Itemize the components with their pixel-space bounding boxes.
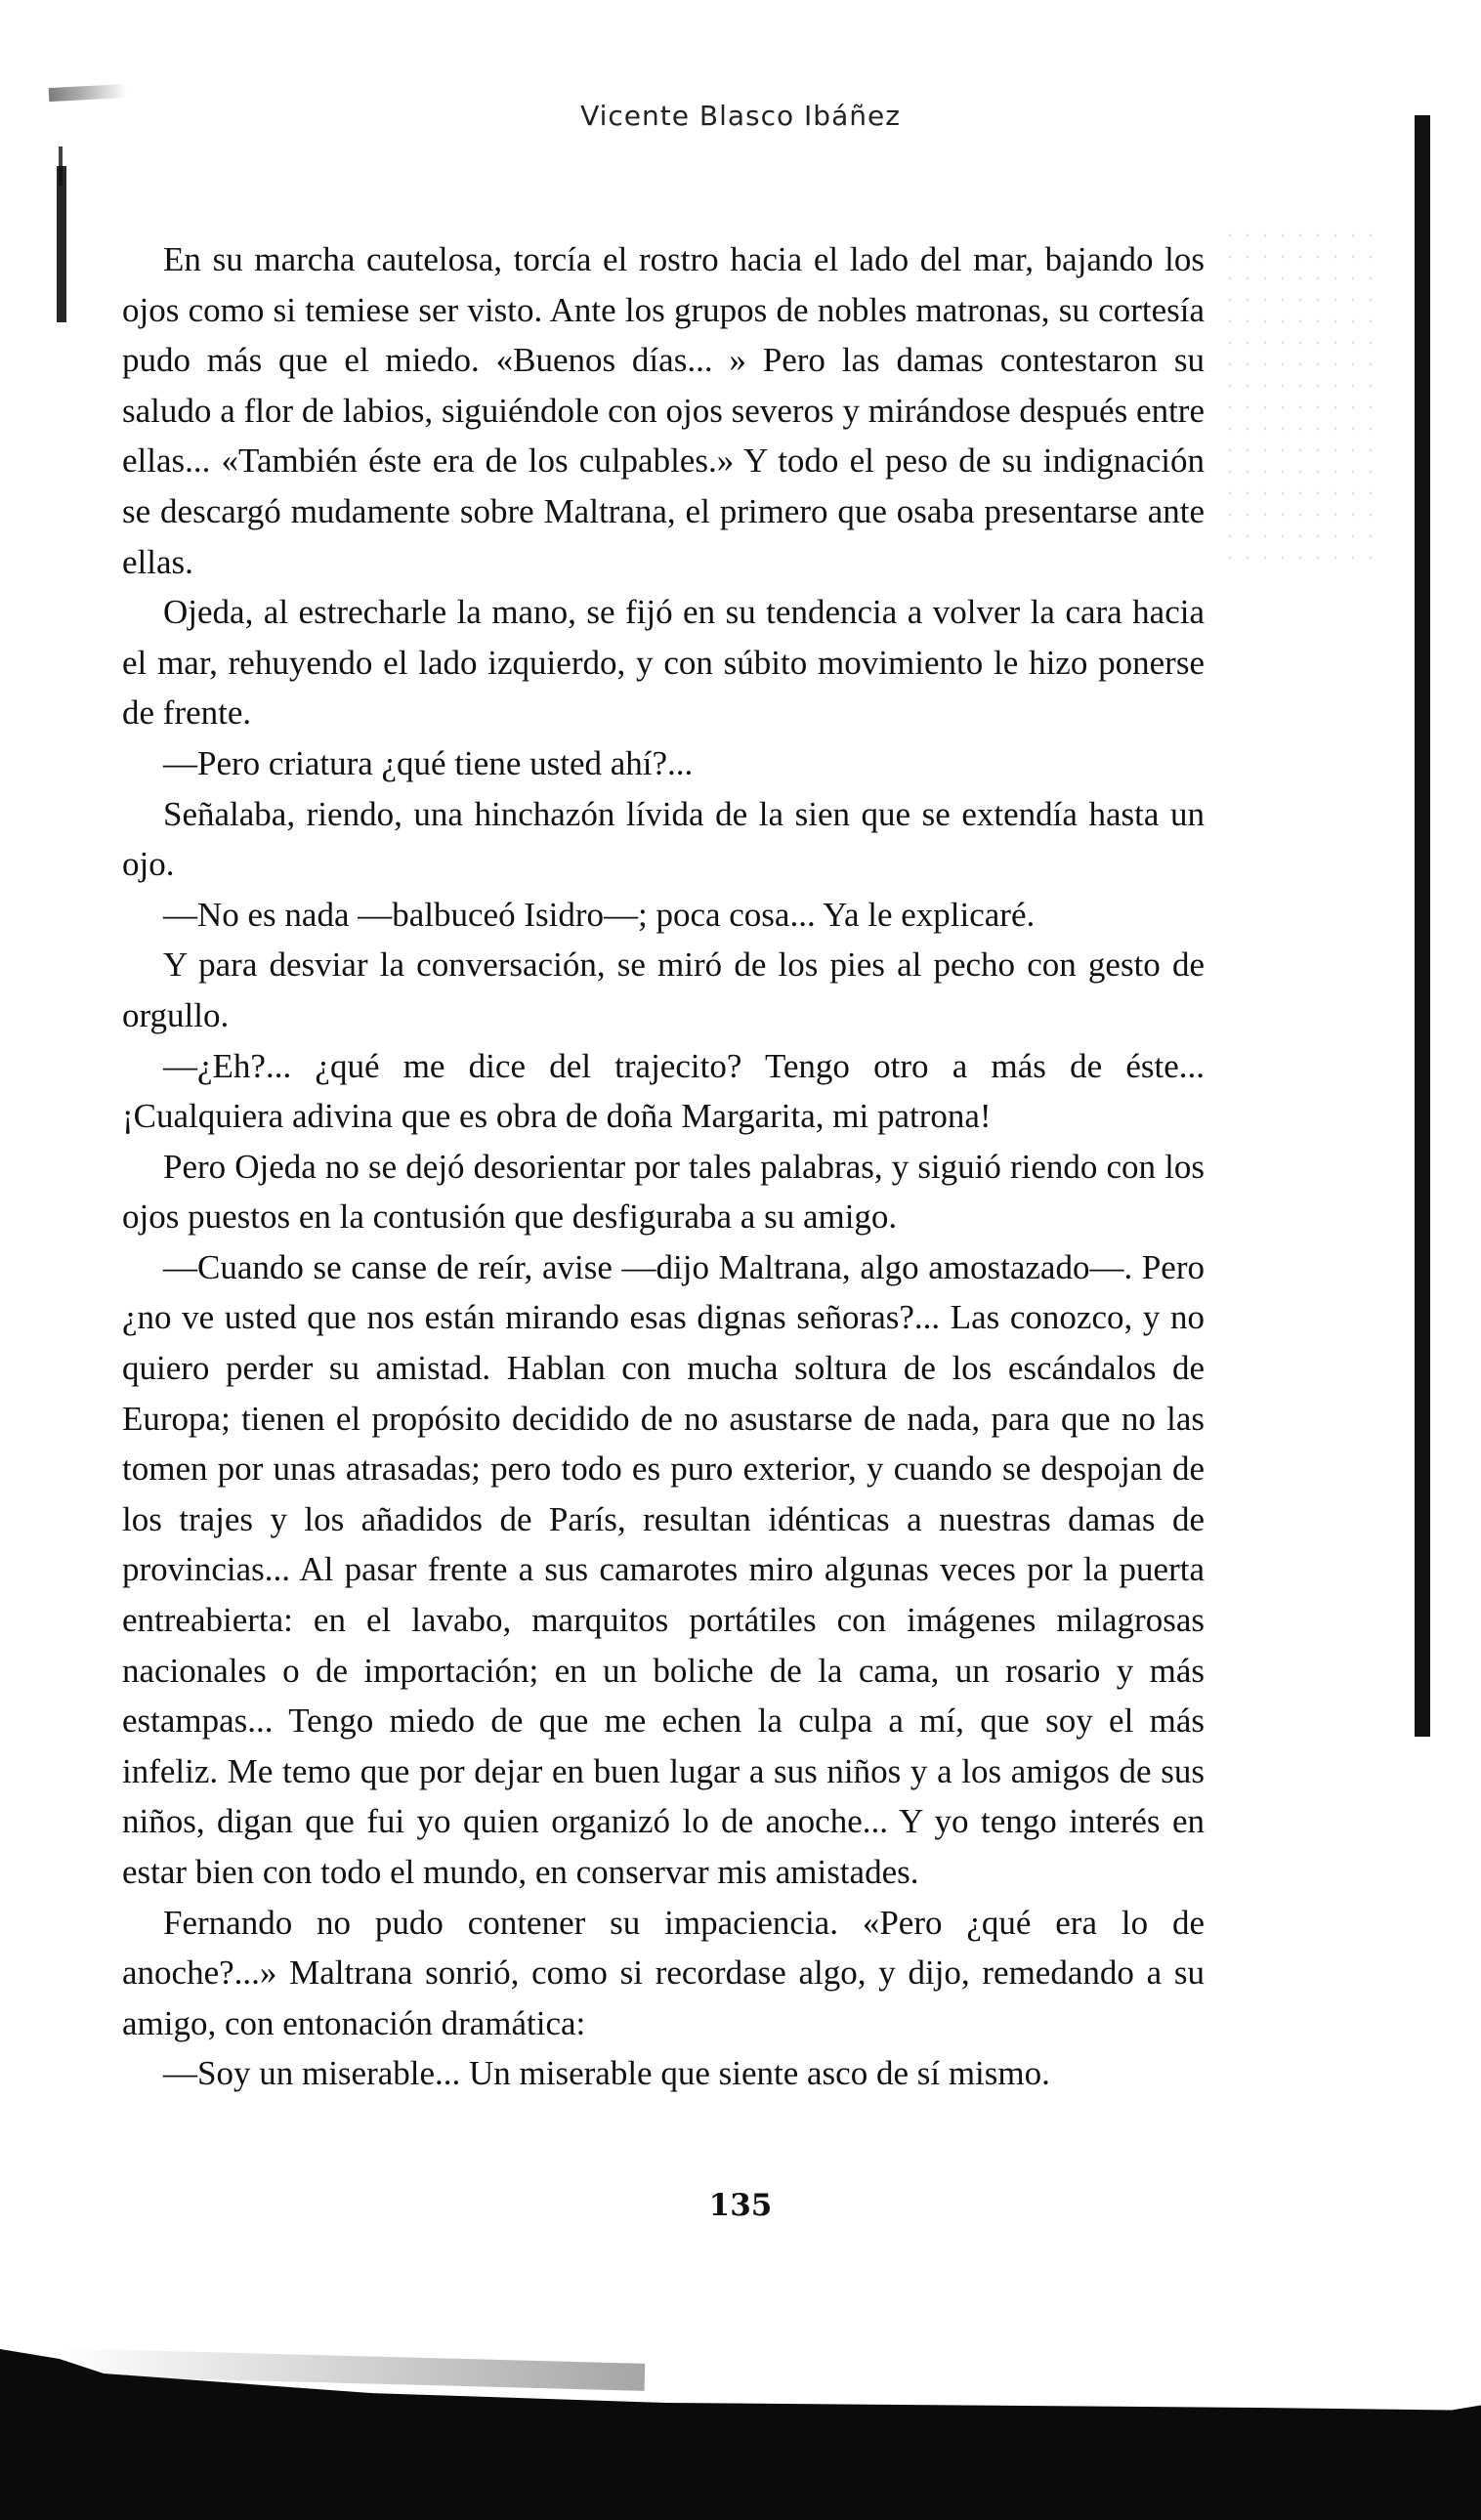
scan-artifact-left-edge: [57, 166, 66, 322]
scan-artifact-right-edge: [1415, 115, 1430, 1737]
dialogue-line: —¿Eh?... ¿qué me dice del trajecito? Tengo otro a más de éste... ¡Cualquiera adivina que es obra de doña Margarita, mi patrona!: [122, 1046, 1205, 1136]
dialogue-line: —Soy un miserable... Un miserable que siente asco de sí mismo.: [163, 2054, 1050, 2093]
paragraph: En su marcha cautelosa, torcía el rostro hacia el lado del mar, bajando los ojos como si temiese ser visto. Ante los grupos de nobles matronas, su cortesía pudo más que el miedo. «Buenos días... » Pero las damas contestaron su saludo a flor de labios, siguiéndole con ojos severos y mirándose después entre ellas... «También éste era de los culpables.» Y todo el peso de su indignación se descargó mudamente sobre Maltrana, el primero que osaba presentarse ante ellas.: [122, 240, 1205, 581]
dialogue-line: —No es nada —balbuceó Isidro—; poca cosa... Ya le explicaré.: [163, 895, 1036, 934]
paragraph: Y para desviar la conversación, se miró de los pies al pecho con gesto de orgullo.: [122, 945, 1205, 1034]
dialogue-line: —Pero criatura ¿qué tiene usted ahí?...: [163, 743, 694, 782]
paragraph: Señalaba, riendo, una hinchazón lívida de la sien que se extendía hasta un ojo.: [122, 794, 1205, 884]
paragraph: Ojeda, al estrecharle la mano, se fijó en su tendencia a volver la cara hacia el mar, rehuyendo el lado izquierdo, y con súbito movimiento le hizo ponerse de frente.: [122, 593, 1205, 733]
body-text: [122, 234, 1205, 2099]
paragraph: Pero Ojeda no se dejó desorientar por tales palabras, y siguió riendo con los ojos puestos en la contusión que desfiguraba a su amigo.: [122, 1147, 1205, 1237]
paragraph: Fernando no pudo contener su impaciencia. «Pero ¿qué era lo de anoche?...» Maltrana sonrió, como si recordase algo, y dijo, remedando a su amigo, con entonación dramática:: [122, 1903, 1205, 2042]
running-head: Vicente Blasco Ibáñez: [580, 100, 901, 132]
dialogue-line: —Cuando se canse de reír, avise —dijo Maltrana, algo amostazado—. Pero ¿no ve usted que nos están mirando esas dignas señoras?... Las conozco, y no quiero perder su amistad. Hablan con mucha soltura de los escándalos de Europa; tienen el propósito decidido de no asustarse de nada, para que no las tomen por unas atrasadas; pero todo es puro exterior, y cuando se despojan de los trajes y los añadidos de París, resultan idénticas a nuestras damas de provincias... Al pasar frente a sus camarotes miro algunas veces por la puerta entreabierta: en el lavabo, marquitos portátiles con imágenes milagrosas nacionales o de importación; en un boliche de la cama, un rosario y más estampas... Tengo miedo de que me echen la culpa a mí, que soy el más infeliz. Me temo que por dejar en buen lugar a sus niños y a los amigos de sus niños, digan que fui yo quien organizó lo de anoche... Y yo tengo interés en estar bien con todo el mundo, en conservar mis amistades.: [122, 1247, 1205, 1891]
scan-artifact-speckles: [1221, 225, 1387, 576]
page-number: 135: [708, 2188, 773, 2223]
scan-artifact-bottom-shadow: [0, 2276, 1481, 2520]
